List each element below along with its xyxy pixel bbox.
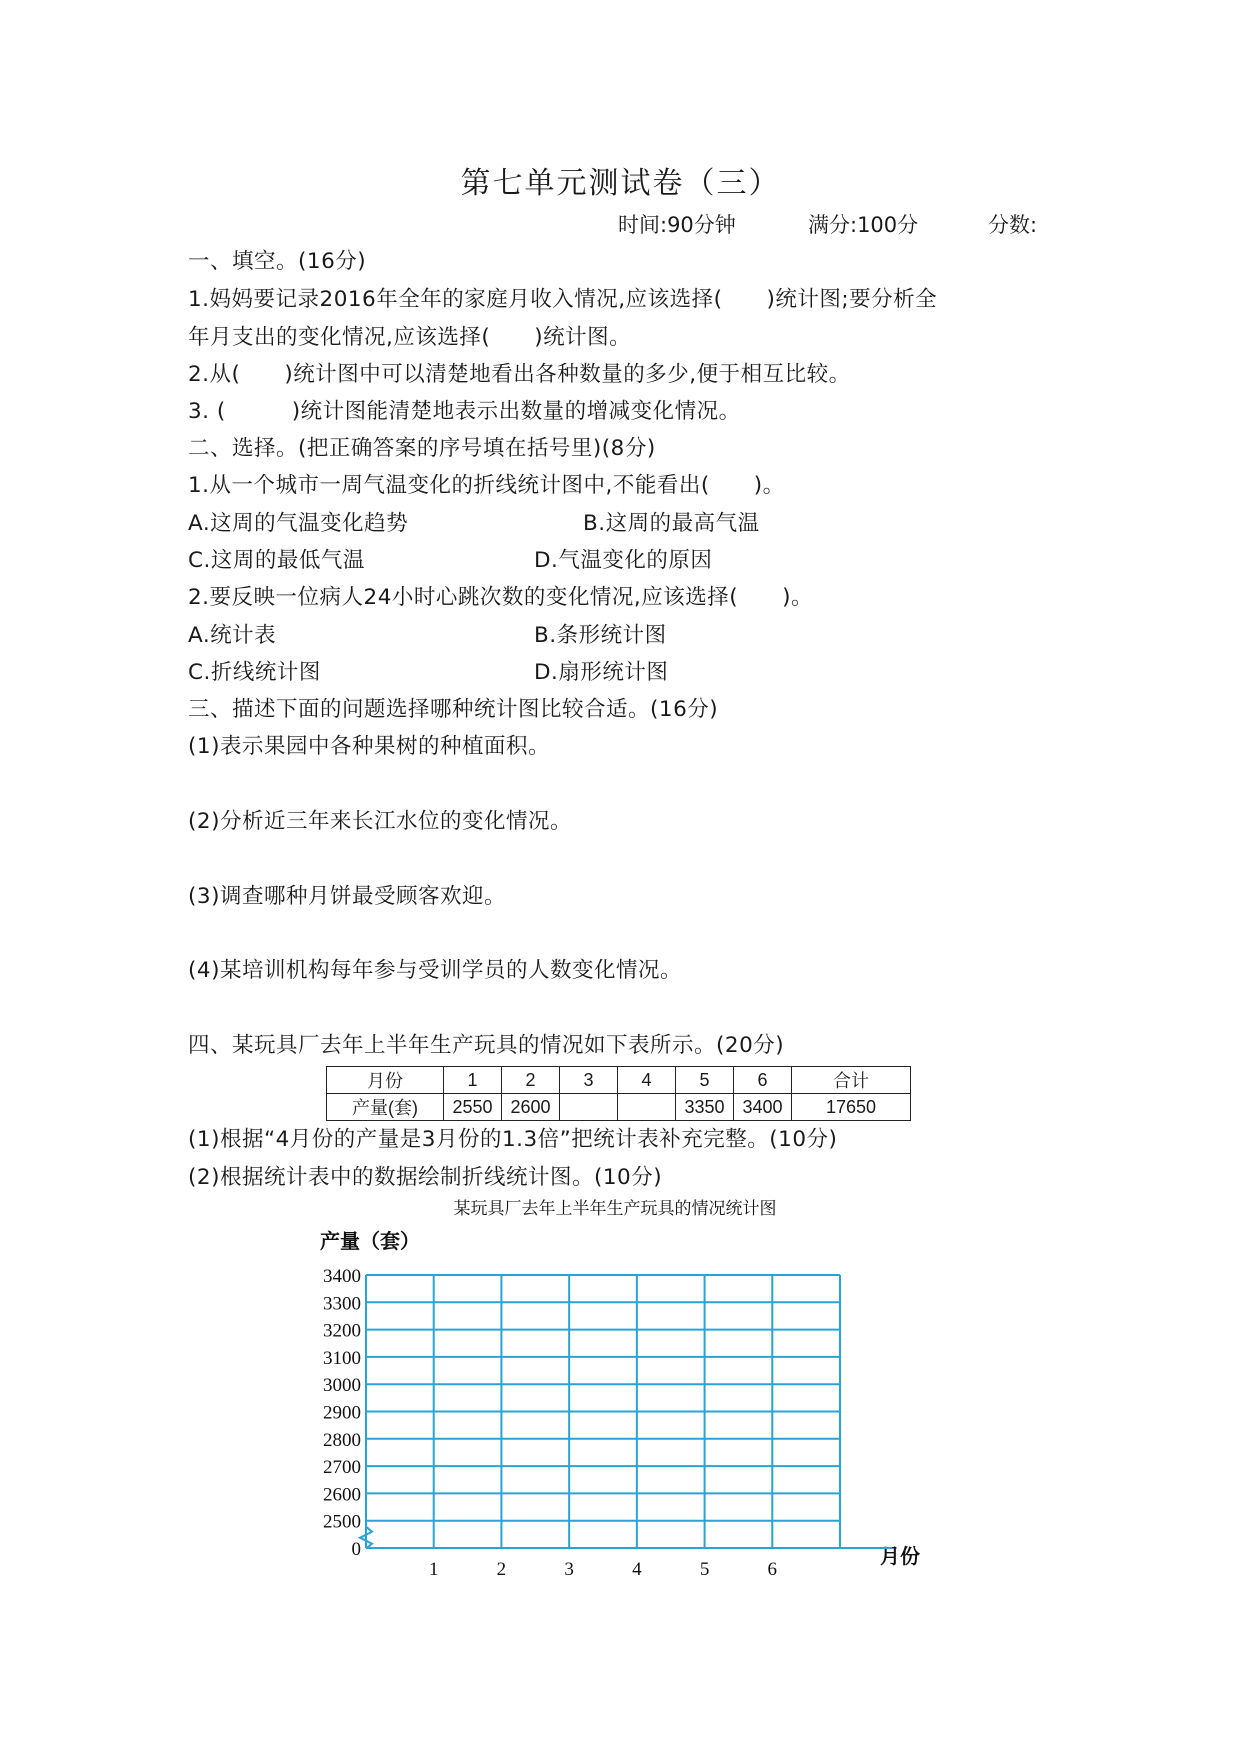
exam-time: 时间:90分钟 — [618, 213, 736, 237]
section-4-heading: 四、某玩具厂去年上半年生产玩具的情况如下表所示。(20分) — [188, 1033, 785, 1058]
x-axis-label: 月份 — [880, 1544, 920, 1568]
s2-question-1: 1.从一个城市一周气温变化的折线统计图中,不能看出( )。 — [188, 473, 785, 498]
s2-q2-option-a: A.统计表 — [188, 623, 277, 648]
x-tick-label: 6 — [767, 1559, 778, 1580]
table-header-row — [327, 1067, 911, 1094]
x-tick-label: 5 — [699, 1559, 710, 1580]
section-1-heading: 一、填空。(16分) — [188, 249, 367, 274]
table-cell: 2600 — [502, 1094, 560, 1121]
table-header-cell: 2 — [502, 1067, 560, 1094]
y-tick-label: 3300 — [323, 1293, 361, 1315]
y-tick-label: 2500 — [323, 1511, 361, 1533]
axis-break-icon — [360, 1527, 372, 1549]
y-tick-label: 3200 — [323, 1320, 361, 1342]
table-cell-blank[interactable] — [618, 1094, 676, 1121]
table-cell: 产量(套) — [327, 1094, 444, 1121]
chart-grid-lines — [360, 1275, 892, 1549]
y-tick-label: 2900 — [323, 1402, 361, 1424]
y-axis-label: 产量（套） — [320, 1229, 420, 1253]
table-header-cell: 3 — [560, 1067, 618, 1094]
x-tick-label: 1 — [428, 1559, 439, 1580]
s2-question-2: 2.要反映一位病人24小时心跳次数的变化情况,应该选择( )。 — [188, 585, 813, 610]
x-tick-label: 2 — [496, 1559, 507, 1580]
s2-q1-option-d: D.气温变化的原因 — [534, 548, 713, 573]
s1-question-1-line-2: 年月支出的变化情况,应该选择( )统计图。 — [188, 325, 632, 350]
production-table — [326, 1066, 911, 1121]
s1-question-1-line-1: 1.妈妈要记录2016年全年的家庭月收入情况,应该选择( )统计图;要分析全 — [188, 287, 938, 312]
s2-q2-option-b: B.条形统计图 — [534, 623, 667, 648]
s2-q1-option-b: B.这周的最高气温 — [583, 511, 760, 536]
s3-item-1: (1)表示果园中各种果树的种植面积。 — [188, 734, 550, 759]
table-cell: 17650 — [792, 1094, 911, 1121]
chart-title: 某玩具厂去年上半年生产玩具的情况统计图 — [453, 1199, 777, 1219]
chart-ticks — [323, 1266, 777, 1580]
table-header-cell: 合计 — [792, 1067, 911, 1094]
table-header-cell: 5 — [676, 1067, 734, 1094]
y-tick-label: 2700 — [323, 1457, 361, 1479]
s1-question-3: 3. ( )统计图能清楚地表示出数量的增减变化情况。 — [188, 399, 741, 424]
y-tick-label: 2600 — [323, 1484, 361, 1506]
score-label: 分数: — [988, 213, 1038, 237]
x-tick-label: 4 — [632, 1559, 642, 1580]
y-tick-label: 3400 — [323, 1266, 361, 1287]
y-tick-label: 0 — [351, 1539, 361, 1560]
s2-q2-option-c: C.折线统计图 — [188, 660, 321, 685]
section-3-heading: 三、描述下面的问题选择哪种统计图比较合适。(16分) — [188, 697, 719, 722]
s2-q2-option-d: D.扇形统计图 — [534, 660, 669, 685]
s4-question-2: (2)根据统计表中的数据绘制折线统计图。(10分) — [188, 1165, 663, 1190]
y-tick-label: 3000 — [323, 1375, 361, 1397]
s3-item-2: (2)分析近三年来长江水位的变化情况。 — [188, 809, 572, 834]
table-header-cell: 6 — [734, 1067, 792, 1094]
table-cell-blank[interactable] — [560, 1094, 618, 1121]
table-header-cell: 月份 — [327, 1067, 444, 1094]
s2-q1-option-c: C.这周的最低气温 — [188, 548, 365, 573]
s3-item-4: (4)某培训机构每年参与受训学员的人数变化情况。 — [188, 958, 682, 983]
table-row — [327, 1094, 911, 1121]
table-cell: 3350 — [676, 1094, 734, 1121]
s2-q1-option-a: A.这周的气温变化趋势 — [188, 511, 409, 536]
table-header-cell: 4 — [618, 1067, 676, 1094]
x-tick-label: 3 — [564, 1559, 574, 1580]
y-tick-label: 3100 — [323, 1347, 361, 1369]
s3-item-3: (3)调查哪种月饼最受顾客欢迎。 — [188, 884, 506, 909]
table-header-cell: 1 — [444, 1067, 502, 1094]
s4-question-1: (1)根据“4月份的产量是3月份的1.3倍”把统计表补充完整。(10分) — [188, 1127, 838, 1152]
table-cell: 2550 — [444, 1094, 502, 1121]
section-2-heading: 二、选择。(把正确答案的序号填在括号里)(8分) — [188, 436, 656, 461]
table-cell: 3400 — [734, 1094, 792, 1121]
page-title: 第七单元测试卷（三） — [460, 166, 781, 201]
s1-question-2: 2.从( )统计图中可以清楚地看出各种数量的多少,便于相互比较。 — [188, 362, 851, 387]
full-score: 满分:100分 — [808, 213, 919, 237]
y-tick-label: 2800 — [323, 1429, 361, 1451]
